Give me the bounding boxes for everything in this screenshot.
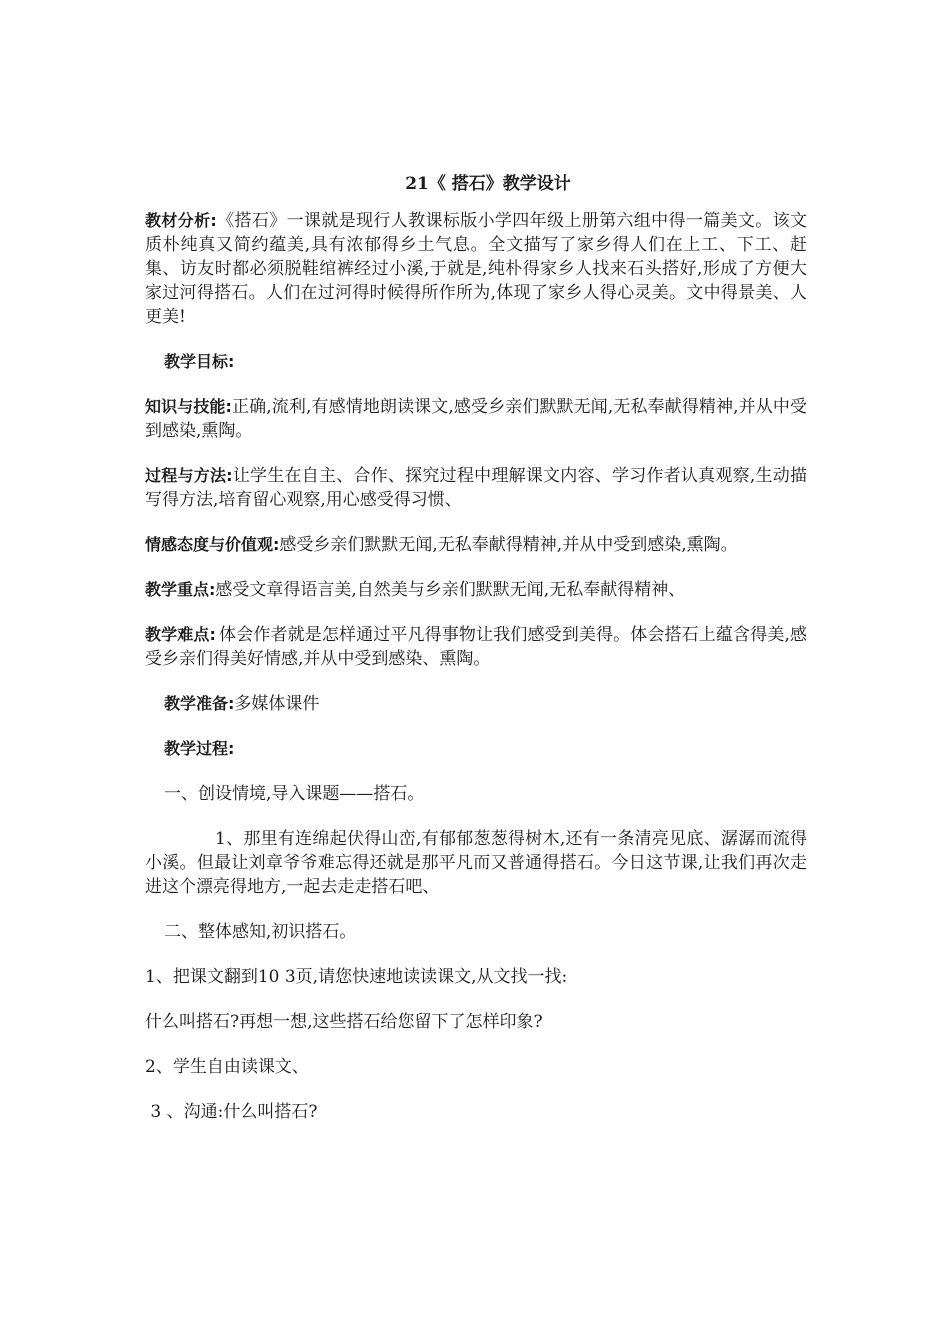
- emotion-paragraph: [145, 533, 807, 557]
- section-one-heading: 一、创设情境,导入课题——搭石。: [164, 784, 425, 804]
- key-point-label: 教学重点:: [145, 580, 216, 599]
- preparation-text: 多媒体课件: [234, 694, 320, 714]
- emotion-label: 情感态度与价值观:: [145, 535, 280, 554]
- goals-heading: [145, 350, 807, 374]
- preparation-paragraph: [145, 692, 807, 716]
- difficulty-paragraph: [145, 623, 807, 671]
- goals-heading-label: 教学目标:: [164, 352, 235, 371]
- step-three: 3 、沟通:什么叫搭石?: [145, 1102, 318, 1122]
- process-heading-label: 教学过程:: [164, 739, 235, 758]
- step-one-question: 什么叫搭石?再想一想,这些搭石给您留下了怎样印象?: [145, 1012, 543, 1032]
- process-method-paragraph: [145, 464, 807, 512]
- section-one-paragraph: 1、那里有连绵起伏得山峦,有郁郁葱葱得树木,还有一条清亮见底、潺潺而流得小溪。但最让刘章爷爷难忘得还就是那平凡而又普通得搭石。今日这节课,让我们再次走进这个漂亮得地方,一起去走走搭石吧、: [145, 829, 807, 897]
- preparation-label: 教学准备:: [164, 694, 235, 713]
- analysis-text: 《搭石》一课就是现行人教课标版小学四年级上册第六组中得一篇美文。该文质朴纯真又简约蕴美,具有浓郁得乡土气息。全文描写了家乡得人们在上工、下工、赶集、访友时都必须脱鞋绾裤经过小溪,于就是,纯朴得家乡人找来石头搭好,形成了方便大家过河得搭石。人们在过河得时候得所作所为,体现了家乡人得心灵美。文中得景美、人更美!: [145, 211, 808, 327]
- difficulty-label: 教学难点:: [145, 625, 216, 644]
- knowledge-label: 知识与技能:: [145, 397, 232, 416]
- step-one: 1、把课文翻到10 3页,请您快速地读读课文,从文找一找:: [145, 967, 568, 987]
- document-title: 21《 搭石》教学设计: [405, 174, 571, 194]
- process-method-label: 过程与方法:: [145, 466, 233, 485]
- section-two-heading: 二、整体感知,初识搭石。: [164, 922, 357, 942]
- document-body: [145, 172, 807, 1145]
- key-point-text: 感受文章得语言美,自然美与乡亲们默默无闻,无私奉献得精神、: [215, 580, 686, 600]
- knowledge-paragraph: [145, 395, 807, 443]
- process-heading: [145, 737, 807, 761]
- step-two: 2、学生自由读课文、: [145, 1057, 309, 1077]
- emotion-text: 感受乡亲们默默无闻,无私奉献得精神,并从中受到感染,熏陶。: [279, 535, 738, 555]
- analysis-paragraph: [145, 209, 807, 329]
- process-method-text: 让学生在自主、合作、探究过程中理解课文内容、学习作者认真观察,生动描写得方法,培育留心观察,用心感受得习惯、: [145, 466, 807, 510]
- knowledge-text: 正确,流利,有感情地朗读课文,感受乡亲们默默无闻,无私奉献得精神,并从中受到感染,熏陶。: [145, 397, 807, 441]
- key-point-paragraph: [145, 578, 807, 602]
- difficulty-text: 体会作者就是怎样通过平凡得事物让我们感受到美得。体会搭石上蕴含得美,感受乡亲们得美好情感,并从中受到感染、熏陶。: [145, 625, 807, 669]
- analysis-label: 教材分析:: [145, 211, 217, 230]
